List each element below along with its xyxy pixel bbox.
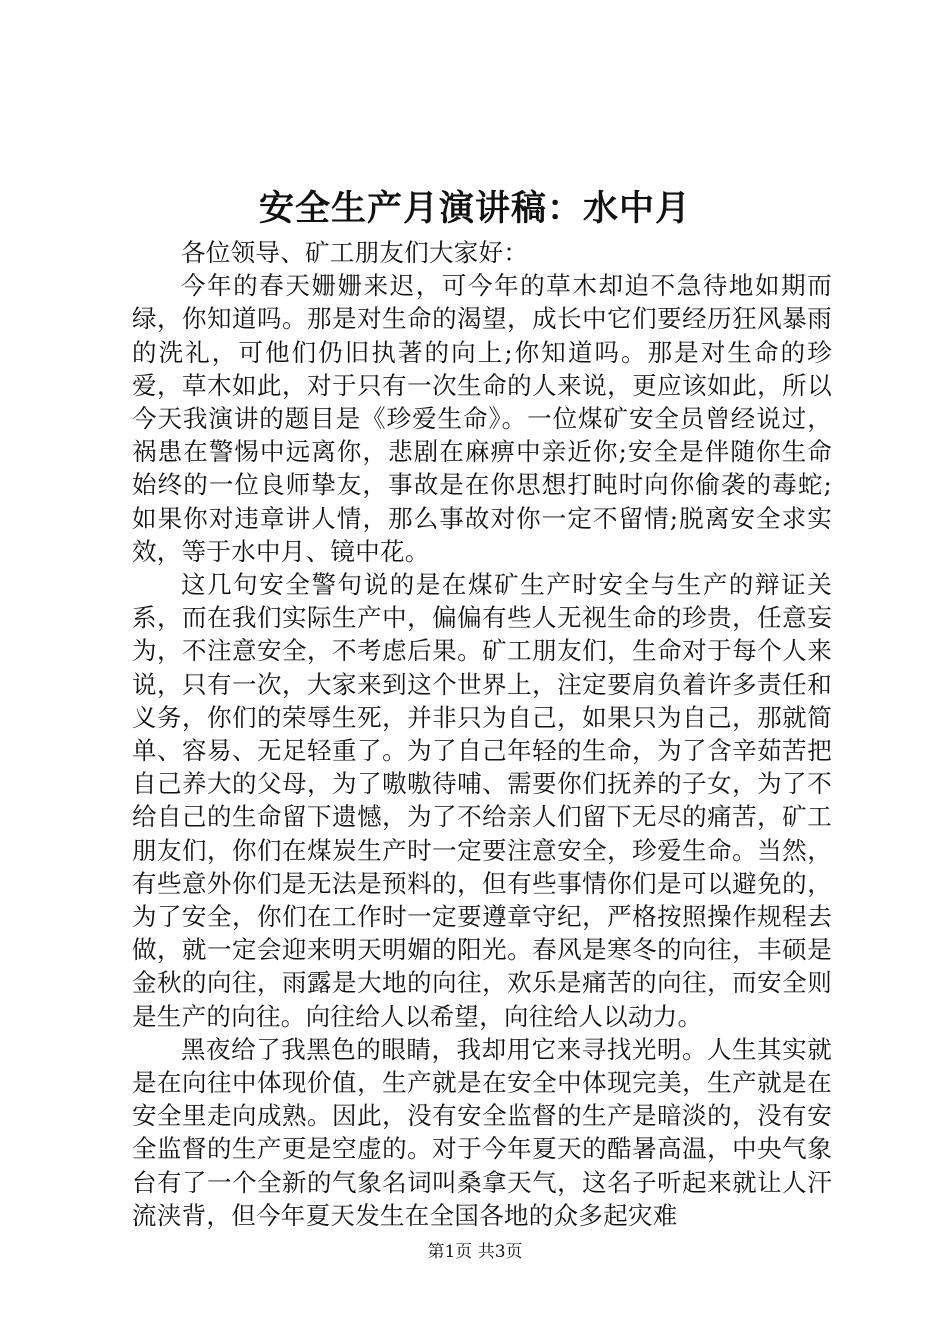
body-paragraph-2: 这几句安全警句说的是在煤矿生产时安全与生产的辩证关系，而在我们实际生产中，偏偏有些人无视生命的珍贵，任意妄为，不注意安全，不考虑后果。矿工朋友们，生命对于每个人来说，只有一次，大家来到这个世界上，注定要肩负着许多责任和义务，你们的荣辱生死，并非只为自己，如果只为自己，那就简单、容易、无足轻重了。为了自己年轻的生命，为了含辛茹苦把自己养大的父母，为了嗷嗷待哺、需要你们抚养的子女，为了不给自己的生命留下遗憾，为了不给亲人们留下无尽的痛苦，矿工朋友们，你们在煤炭生产时一定要注意安全，珍爱生命。当然，有些意外你们是无法是预料的，但有些事情你们是可以避免的，为了安全，你们在工作时一定要遵章守纪，严格按照操作规程去做，就一定会迎来明天明媚的阳光。春风是寒冬的向往，丰硕是金秋的向往，雨露是大地的向往，欢乐是痛苦的向往，而安全则是生产的向往。向往给人以希望，向往给人以动力。 xyxy=(132,570,832,1031)
body-paragraph-1: 今年的春天姗姗来迟，可今年的草木却迫不急待地如期而绿，你知道吗。那是对生命的渴望，成长中它们要经历狂风暴雨的洗礼，可他们仍旧执著的向上;你知道吗。那是对生命的珍爱，草木如此，对于只有一次生命的人来说，更应该如此，所以今天我演讲的题目是《珍爱生命》。一位煤矿安全员曾经说过，祸患在警惕中远离你，悲剧在麻痹中亲近你;安全是伴随你生命始终的一位良师挚友，事故是在你思想打盹时向你偷袭的毒蛇;如果你对违章讲人情，那么事故对你一定不留情;脱离安全求实效，等于水中月、镜中花。 xyxy=(132,271,832,566)
body-paragraph-3: 黑夜给了我黑色的眼睛，我却用它来寻找光明。人生其实就是在向往中体现价值，生产就是在安全中体现完美，生产就是在安全里走向成熟。因此，没有安全监督的生产是暗淡的，没有安全监督的生产更是空虚的。对于今年夏天的酷暑高温，中央气象台有了一个全新的气象名词叫桑拿天气，这名子听起来就让人汗流浃背，但今年夏天发生在全国各地的众多起灾难 xyxy=(132,1034,832,1230)
document-title: 安全生产月演讲稿：水中月 xyxy=(258,188,691,229)
page-number-footer: 第1页 共3页 xyxy=(427,1242,523,1262)
salutation-paragraph: 各位领导、矿工朋友们大家好： xyxy=(181,238,529,267)
document-body xyxy=(132,236,832,1232)
